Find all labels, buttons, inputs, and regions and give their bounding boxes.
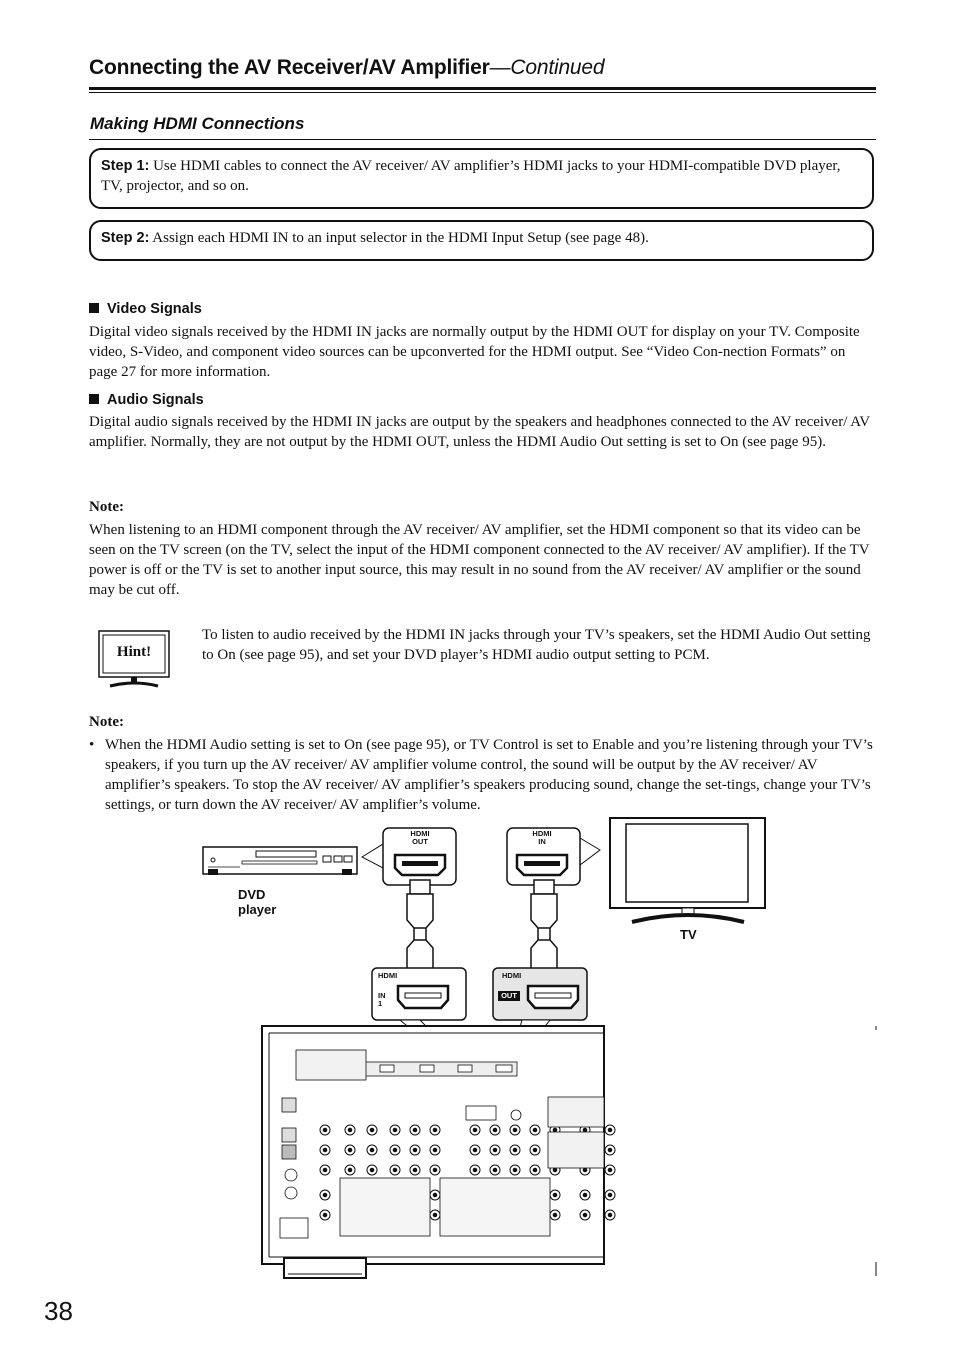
rca-jack-pin <box>533 1128 537 1132</box>
receiver-out-label: OUT <box>501 991 517 1000</box>
header-rule-thin <box>89 92 876 93</box>
page-number: 38 <box>44 1296 73 1326</box>
rca-jack-pin <box>348 1148 352 1152</box>
rca-jack-pin <box>608 1148 612 1152</box>
rca-jack-pin <box>433 1213 437 1217</box>
hint-text: To listen to audio received by the HDMI IN jacks through your TV’s speakers, set the HDMI Audio Out setting to On (see page 95), and set your DVD player’s HDMI audio output setting to PCM. <box>202 627 871 663</box>
tv-icon <box>610 818 765 922</box>
note-2-heading: Note: <box>89 714 124 730</box>
receiver-in-hdmi-label: HDMI <box>378 971 398 980</box>
rca-jack-pin <box>323 1213 327 1217</box>
rca-jack-pin <box>433 1128 437 1132</box>
step-1-label: Step 1: <box>101 158 150 174</box>
rca-jack-pin <box>393 1148 397 1152</box>
step-2-text: Assign each HDMI IN to an input selector in the HDMI Input Setup (see page 48). <box>152 230 649 246</box>
note-2-list-item <box>89 735 879 815</box>
rca-jack-pin <box>513 1128 517 1132</box>
rca-jack-pin <box>393 1128 397 1132</box>
rca-jack-pin <box>413 1168 417 1172</box>
bullet: • <box>89 737 95 753</box>
rca-jack-pin <box>608 1193 612 1197</box>
audio-signals-heading-text: Audio Signals <box>107 392 204 408</box>
step-1-box <box>89 148 874 209</box>
section-rule <box>89 139 876 140</box>
square-bullet-icon <box>89 303 99 313</box>
rca-jack-pin <box>513 1148 517 1152</box>
rca-jack-pin <box>608 1128 612 1132</box>
video-signals-heading <box>89 301 202 317</box>
rca-jack-pin <box>433 1193 437 1197</box>
rca-jack-pin <box>583 1168 587 1172</box>
rca-jack-pin <box>493 1128 497 1132</box>
rca-jack-pin <box>513 1168 517 1172</box>
rca-jack-pin <box>370 1148 374 1152</box>
rca-jack-pin <box>393 1168 397 1172</box>
tv-label: TV <box>680 927 697 942</box>
dvd-player-label: DVD player <box>238 887 277 917</box>
rca-jack-pin <box>370 1168 374 1172</box>
rca-jack-pin <box>348 1128 352 1132</box>
rca-jack-pin <box>413 1128 417 1132</box>
page-header-title <box>89 56 604 80</box>
rca-jack-pin <box>608 1168 612 1172</box>
rca-jack-pin <box>370 1128 374 1132</box>
rca-jack-pin <box>493 1168 497 1172</box>
rca-jack-pin <box>583 1193 587 1197</box>
rca-jack-pin <box>433 1168 437 1172</box>
rca-jack-pin <box>608 1213 612 1217</box>
rca-jack-pin <box>323 1128 327 1132</box>
rca-jack-pin <box>348 1168 352 1172</box>
square-bullet-icon <box>89 394 99 404</box>
rca-jack-pin <box>473 1128 477 1132</box>
note-1-heading: Note: <box>89 499 124 515</box>
hint-label: Hint! <box>116 644 152 660</box>
rca-jack-pin <box>323 1193 327 1197</box>
dvd-player-icon <box>203 847 357 875</box>
audio-signals-text: Digital audio signals received by the HDMI IN jacks are output by the speakers and headphones connected to the AV receiver/ AV amplifier. Normally, they are not output by the HDMI OUT, unless the HDMI Audio Out setting is set to On (see page 95). <box>89 414 870 450</box>
rca-jack-pin <box>323 1168 327 1172</box>
receiver-back-panel <box>262 1026 615 1278</box>
rca-jack-pin <box>553 1213 557 1217</box>
audio-signals-heading <box>89 392 204 408</box>
rca-jack-pin <box>433 1148 437 1152</box>
step-1-text: Use HDMI cables to connect the AV receiver/ AV amplifier’s HDMI jacks to your HDMI-compatible DVD player, TV, projector, and so on. <box>101 158 841 194</box>
rca-jack-pin <box>553 1128 557 1132</box>
header-title-text: Connecting the AV Receiver/AV Amplifier <box>89 56 490 79</box>
rca-jack-pin <box>493 1148 497 1152</box>
rca-jack-pin <box>323 1148 327 1152</box>
note-2-text: When the HDMI Audio setting is set to On (see page 95), or TV Control is set to Enable and you’re listening through your TV’s speakers, if you turn up the AV receiver/ AV amplifier volume control, the sound will be output by the AV receiver/ AV amplifier’s speakers. To stop the AV receiver/ AV amplifier’s speakers producing sound, change the set-tings, change your TV’s settings, or turn down the AV receiver/ AV amplifier’s volume. <box>105 737 873 813</box>
rca-jack-pin <box>583 1128 587 1132</box>
note-1-text: When listening to an HDMI component through the AV receiver/ AV amplifier, set the HDMI component so that its video can be seen on the TV screen (on the TV, select the input of the HDMI component connected to the AV receiver/ AV amplifier). If the TV power is off or the TV is set to another input source, this may result in no sound from the AV receiver/ AV amplifier or the sound may be cut off. <box>89 522 870 598</box>
hint-icon <box>98 630 170 695</box>
rca-jack-pin <box>533 1168 537 1172</box>
header-rule <box>89 87 876 90</box>
video-signals-text: Digital video signals received by the HDMI IN jacks are normally output by the HDMI OUT for display on your TV. Composite video, S-Video, and component video sources can be upconverted for the HDMI output. See “Video Con-nection Formats” on page 27 for more information. <box>89 324 860 380</box>
rca-jack-pin <box>533 1148 537 1152</box>
rca-jack-pin <box>413 1148 417 1152</box>
tv-jack-label: HDMI IN <box>532 829 552 846</box>
rca-jack-pin <box>473 1168 477 1172</box>
step-2-label: Step 2: <box>101 230 150 246</box>
receiver-out-hdmi-label: HDMI <box>502 971 522 980</box>
rca-jack-pin <box>583 1213 587 1217</box>
rca-jack-pin <box>473 1148 477 1152</box>
section-title: Making HDMI Connections <box>90 114 305 133</box>
rca-jack-pin <box>553 1193 557 1197</box>
video-signals-heading-text: Video Signals <box>107 301 202 317</box>
step-2-box <box>89 220 874 261</box>
rca-jack-pin <box>553 1168 557 1172</box>
header-continued: —Continued <box>489 56 605 79</box>
receiver-in-1-label: IN 1 <box>378 991 386 1008</box>
dvd-jack-label: HDMI OUT <box>410 829 430 846</box>
